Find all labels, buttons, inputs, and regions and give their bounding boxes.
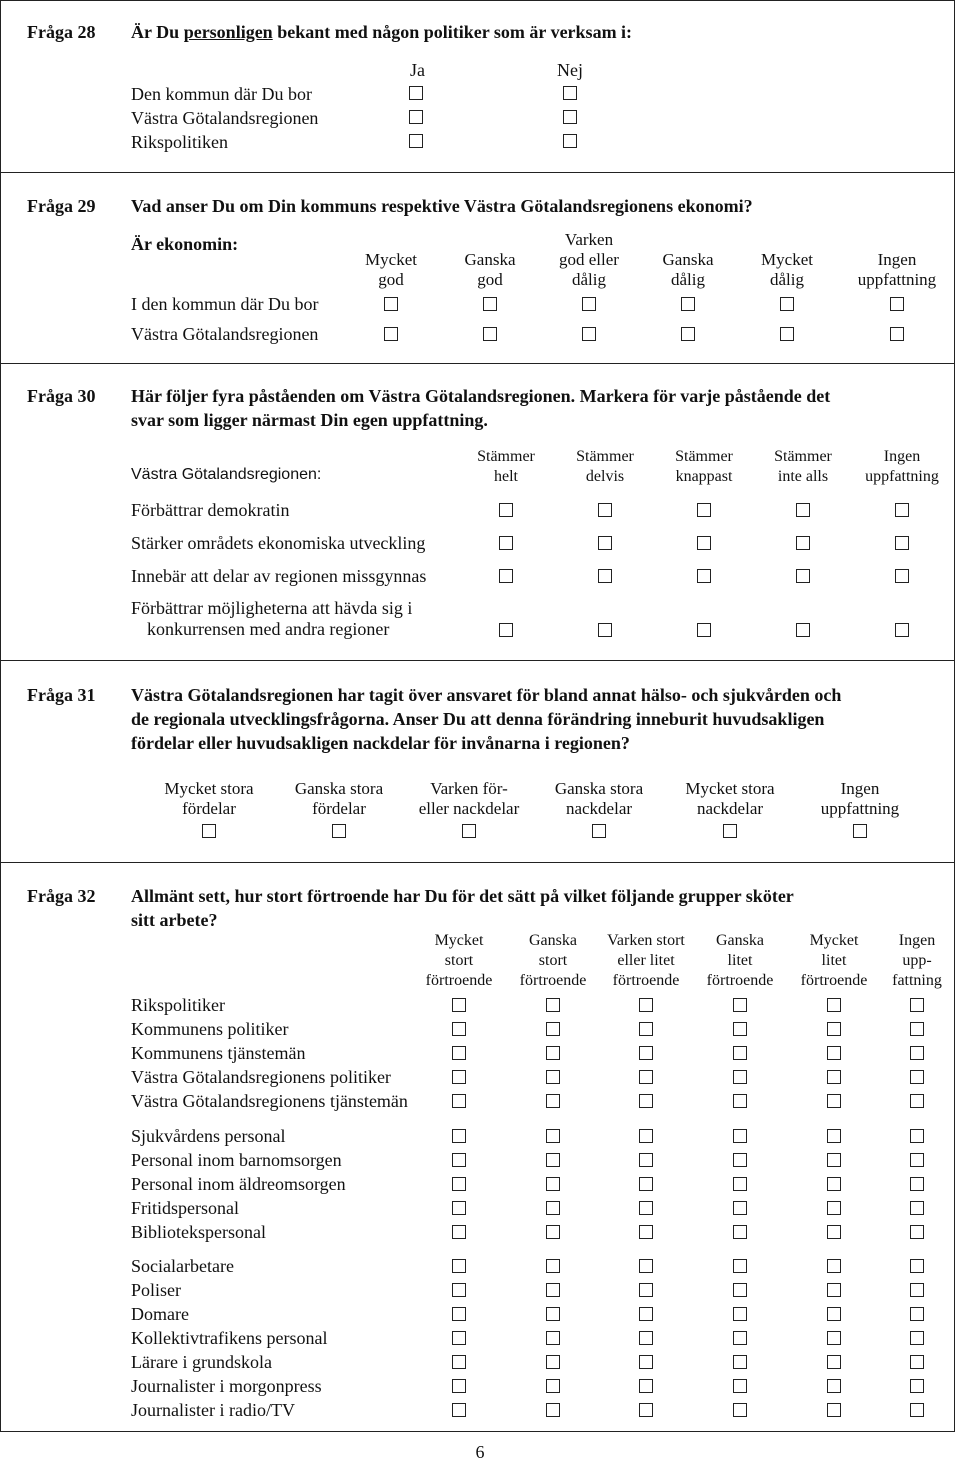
column-header-line: Stämmer bbox=[477, 448, 535, 465]
divider bbox=[0, 660, 955, 661]
question-text: sitt arbete? bbox=[131, 910, 218, 930]
answer-checkbox[interactable] bbox=[409, 86, 423, 100]
column-header bbox=[649, 447, 759, 487]
column-header-line: inte alls bbox=[777, 468, 829, 485]
answer-checkbox[interactable] bbox=[910, 1331, 924, 1345]
column-header-line: förtroende bbox=[800, 972, 868, 989]
column-header-line: Mycket bbox=[434, 932, 484, 949]
answer-checkbox[interactable] bbox=[639, 1403, 653, 1417]
column-header-line: Stämmer bbox=[675, 448, 733, 465]
column-header-line: litet bbox=[727, 952, 753, 969]
answer-checkbox[interactable] bbox=[890, 297, 904, 311]
question-number: Fråga 31 bbox=[27, 685, 96, 705]
answer-checkbox[interactable] bbox=[910, 1153, 924, 1167]
column-header-line: uppfattning bbox=[820, 799, 900, 818]
answer-checkbox[interactable] bbox=[733, 1022, 747, 1036]
column-header bbox=[269, 779, 409, 819]
column-header-line: uppfattning bbox=[857, 270, 937, 289]
answer-checkbox[interactable] bbox=[796, 623, 810, 637]
row-label: Socialarbetare bbox=[131, 1256, 234, 1276]
row-label: Den kommun där Du bor bbox=[131, 84, 312, 104]
answer-checkbox[interactable] bbox=[452, 998, 466, 1012]
answer-checkbox[interactable] bbox=[582, 297, 596, 311]
answer-checkbox[interactable] bbox=[827, 1201, 841, 1215]
answer-checkbox[interactable] bbox=[827, 1177, 841, 1191]
answer-checkbox[interactable] bbox=[733, 1259, 747, 1273]
column-header-line: delvis bbox=[585, 468, 625, 485]
answer-checkbox[interactable] bbox=[895, 536, 909, 550]
column-header bbox=[847, 447, 957, 487]
answer-checkbox[interactable] bbox=[546, 1379, 560, 1393]
column-header bbox=[336, 250, 446, 290]
answer-checkbox[interactable] bbox=[827, 1307, 841, 1321]
column-header-line: god bbox=[378, 270, 404, 289]
answer-checkbox[interactable] bbox=[796, 569, 810, 583]
answer-checkbox[interactable] bbox=[697, 503, 711, 517]
answer-checkbox[interactable] bbox=[546, 1225, 560, 1239]
column-header-line: uppfattning bbox=[865, 468, 939, 485]
answer-checkbox[interactable] bbox=[827, 1070, 841, 1084]
row-label: Västra Götalandsregionen bbox=[131, 324, 319, 344]
answer-checkbox[interactable] bbox=[895, 569, 909, 583]
answer-checkbox[interactable] bbox=[733, 1331, 747, 1345]
answer-checkbox[interactable] bbox=[853, 824, 867, 838]
answer-checkbox[interactable] bbox=[827, 1022, 841, 1036]
answer-checkbox[interactable] bbox=[895, 623, 909, 637]
column-header-line: Stämmer bbox=[774, 448, 832, 465]
column-header bbox=[550, 447, 660, 487]
row-label: Journalister i radio/TV bbox=[131, 1400, 295, 1420]
answer-checkbox[interactable] bbox=[452, 1070, 466, 1084]
answer-checkbox[interactable] bbox=[598, 623, 612, 637]
answer-checkbox[interactable] bbox=[639, 1379, 653, 1393]
answer-checkbox[interactable] bbox=[733, 1355, 747, 1369]
column-header-line: dålig bbox=[572, 270, 606, 289]
column-header-line: fördelar bbox=[182, 799, 236, 818]
answer-checkbox[interactable] bbox=[733, 1403, 747, 1417]
answer-checkbox[interactable] bbox=[546, 1259, 560, 1273]
answer-checkbox[interactable] bbox=[546, 998, 560, 1012]
answer-checkbox[interactable] bbox=[563, 86, 577, 100]
column-header bbox=[534, 230, 644, 290]
row-label: Stärker områdets ekonomiska utveckling bbox=[131, 533, 426, 553]
row-label: Personal inom äldreomsorgen bbox=[131, 1174, 346, 1194]
answer-checkbox[interactable] bbox=[202, 824, 216, 838]
answer-checkbox[interactable] bbox=[546, 1283, 560, 1297]
column-header bbox=[633, 250, 743, 290]
column-header-line: god bbox=[477, 270, 503, 289]
column-header bbox=[529, 779, 669, 819]
column-header-line: Ganska stora bbox=[294, 779, 384, 798]
column-header-line: knappast bbox=[675, 468, 733, 485]
answer-checkbox[interactable] bbox=[827, 1379, 841, 1393]
answer-checkbox[interactable] bbox=[697, 623, 711, 637]
answer-checkbox[interactable] bbox=[733, 1379, 747, 1393]
column-header-line: Ganska bbox=[529, 932, 577, 949]
answer-checkbox[interactable] bbox=[563, 134, 577, 148]
column-header bbox=[399, 779, 539, 819]
answer-checkbox[interactable] bbox=[639, 1307, 653, 1321]
answer-checkbox[interactable] bbox=[733, 998, 747, 1012]
answer-checkbox[interactable] bbox=[546, 1331, 560, 1345]
answer-checkbox[interactable] bbox=[910, 1307, 924, 1321]
column-header-line: fattning bbox=[892, 972, 942, 989]
answer-checkbox[interactable] bbox=[733, 1225, 747, 1239]
answer-checkbox[interactable] bbox=[890, 327, 904, 341]
answer-checkbox[interactable] bbox=[546, 1403, 560, 1417]
page-number: 6 bbox=[475, 1442, 485, 1462]
answer-checkbox[interactable] bbox=[733, 1129, 747, 1143]
answer-checkbox[interactable] bbox=[910, 1022, 924, 1036]
column-header bbox=[732, 250, 842, 290]
column-header bbox=[503, 931, 603, 991]
answer-checkbox[interactable] bbox=[827, 998, 841, 1012]
row-label: Sjukvårdens personal bbox=[131, 1126, 286, 1146]
row-label: Innebär att delar av regionen missgynnas bbox=[131, 566, 427, 586]
answer-checkbox[interactable] bbox=[452, 1307, 466, 1321]
column-header bbox=[842, 250, 952, 290]
row-label: Förbättrar möjligheterna att hävda sig i bbox=[131, 598, 413, 618]
answer-checkbox[interactable] bbox=[409, 110, 423, 124]
answer-checkbox[interactable] bbox=[332, 824, 346, 838]
answer-checkbox[interactable] bbox=[733, 1177, 747, 1191]
row-label: Poliser bbox=[131, 1280, 182, 1300]
answer-checkbox[interactable] bbox=[697, 569, 711, 583]
row-label: Personal inom barnomsorgen bbox=[131, 1150, 342, 1170]
row-label: Rikspolitiken bbox=[131, 132, 229, 152]
answer-checkbox[interactable] bbox=[796, 503, 810, 517]
column-header bbox=[409, 931, 509, 991]
answer-checkbox[interactable] bbox=[910, 1201, 924, 1215]
answer-checkbox[interactable] bbox=[546, 1046, 560, 1060]
answer-checkbox[interactable] bbox=[910, 1070, 924, 1084]
answer-checkbox[interactable] bbox=[827, 1259, 841, 1273]
answer-checkbox[interactable] bbox=[546, 1307, 560, 1321]
answer-checkbox[interactable] bbox=[592, 824, 606, 838]
column-header bbox=[748, 447, 858, 487]
answer-checkbox[interactable] bbox=[639, 1153, 653, 1167]
answer-checkbox[interactable] bbox=[582, 327, 596, 341]
answer-checkbox[interactable] bbox=[452, 1379, 466, 1393]
answer-checkbox[interactable] bbox=[452, 1153, 466, 1167]
answer-checkbox[interactable] bbox=[546, 1177, 560, 1191]
column-header bbox=[790, 779, 930, 819]
answer-checkbox[interactable] bbox=[910, 998, 924, 1012]
answer-checkbox[interactable] bbox=[384, 297, 398, 311]
answer-checkbox[interactable] bbox=[546, 1355, 560, 1369]
question-number: Fråga 28 bbox=[27, 22, 96, 42]
column-header-line: Varken bbox=[564, 230, 614, 249]
answer-checkbox[interactable] bbox=[910, 1283, 924, 1297]
column-header bbox=[690, 931, 790, 991]
column-header bbox=[596, 931, 696, 991]
column-header: Ja bbox=[410, 60, 425, 80]
question-number: Fråga 32 bbox=[27, 886, 96, 906]
column-header-line: Mycket stora bbox=[164, 779, 254, 798]
column-header-line: nackdelar bbox=[696, 799, 764, 818]
answer-checkbox[interactable] bbox=[384, 327, 398, 341]
answer-checkbox[interactable] bbox=[910, 1129, 924, 1143]
answer-checkbox[interactable] bbox=[639, 1022, 653, 1036]
answer-checkbox[interactable] bbox=[733, 1283, 747, 1297]
answer-checkbox[interactable] bbox=[452, 1283, 466, 1297]
answer-checkbox[interactable] bbox=[452, 1225, 466, 1239]
divider bbox=[0, 862, 955, 863]
answer-checkbox[interactable] bbox=[483, 327, 497, 341]
column-header-line: Stämmer bbox=[576, 448, 634, 465]
answer-checkbox[interactable] bbox=[723, 824, 737, 838]
answer-checkbox[interactable] bbox=[452, 1129, 466, 1143]
row-label: Förbättrar demokratin bbox=[131, 500, 290, 520]
answer-checkbox[interactable] bbox=[639, 1046, 653, 1060]
question-text: Här följer fyra påståenden om Västra Götalandsregionen. Markera för varje påstående det bbox=[131, 386, 831, 406]
column-header bbox=[660, 779, 800, 819]
answer-checkbox[interactable] bbox=[639, 1225, 653, 1239]
row-label: konkurrensen med andra regioner bbox=[147, 619, 390, 639]
row-label: Kollektivtrafikens personal bbox=[131, 1328, 328, 1348]
column-header bbox=[139, 779, 279, 819]
answer-checkbox[interactable] bbox=[910, 1379, 924, 1393]
question-text: svar som ligger närmast Din egen uppfattning. bbox=[131, 410, 488, 430]
column-header-line: upp- bbox=[902, 952, 932, 969]
answer-checkbox[interactable] bbox=[598, 569, 612, 583]
answer-checkbox[interactable] bbox=[452, 1094, 466, 1108]
answer-checkbox[interactable] bbox=[827, 1094, 841, 1108]
column-header-line: Mycket bbox=[365, 250, 417, 269]
answer-checkbox[interactable] bbox=[910, 1403, 924, 1417]
answer-checkbox[interactable] bbox=[546, 1070, 560, 1084]
answer-checkbox[interactable] bbox=[499, 536, 513, 550]
answer-checkbox[interactable] bbox=[910, 1225, 924, 1239]
answer-checkbox[interactable] bbox=[827, 1331, 841, 1345]
answer-checkbox[interactable] bbox=[733, 1094, 747, 1108]
column-header bbox=[435, 250, 545, 290]
answer-checkbox[interactable] bbox=[780, 327, 794, 341]
answer-checkbox[interactable] bbox=[483, 297, 497, 311]
answer-checkbox[interactable] bbox=[827, 1153, 841, 1167]
answer-checkbox[interactable] bbox=[546, 1129, 560, 1143]
subheading: Är ekonomin: bbox=[131, 234, 239, 254]
answer-checkbox[interactable] bbox=[733, 1307, 747, 1321]
column-header bbox=[867, 931, 960, 991]
column-header-line: förtroende bbox=[425, 972, 493, 989]
column-header-line: Ingen bbox=[877, 250, 917, 269]
row-label: I den kommun där Du bor bbox=[131, 294, 319, 314]
column-header-line: stort bbox=[538, 952, 568, 969]
column-header-line: Varken för- bbox=[430, 779, 508, 798]
answer-checkbox[interactable] bbox=[546, 1153, 560, 1167]
answer-checkbox[interactable] bbox=[452, 1403, 466, 1417]
answer-checkbox[interactable] bbox=[910, 1094, 924, 1108]
column-header-line: eller nackdelar bbox=[418, 799, 520, 818]
answer-checkbox[interactable] bbox=[639, 1201, 653, 1215]
answer-checkbox[interactable] bbox=[462, 824, 476, 838]
answer-checkbox[interactable] bbox=[452, 1355, 466, 1369]
column-header-line: Mycket stora bbox=[685, 779, 775, 798]
answer-checkbox[interactable] bbox=[639, 1283, 653, 1297]
column-header-line: litet bbox=[821, 952, 847, 969]
answer-checkbox[interactable] bbox=[895, 503, 909, 517]
answer-checkbox[interactable] bbox=[639, 1094, 653, 1108]
row-label: Bibliotekspersonal bbox=[131, 1222, 266, 1242]
column-header-line: fördelar bbox=[312, 799, 366, 818]
column-header-line: Ingen bbox=[898, 932, 936, 949]
divider bbox=[0, 363, 955, 364]
column-header-line: Ganska stora bbox=[554, 779, 644, 798]
column-header-line: förtroende bbox=[612, 972, 680, 989]
answer-checkbox[interactable] bbox=[733, 1046, 747, 1060]
column-header-line: Ingen bbox=[840, 779, 880, 798]
answer-checkbox[interactable] bbox=[780, 297, 794, 311]
column-header bbox=[451, 447, 561, 487]
column-header-line: Varken stort bbox=[607, 932, 685, 949]
answer-checkbox[interactable] bbox=[452, 1331, 466, 1345]
column-header-line: god eller bbox=[559, 250, 619, 269]
answer-checkbox[interactable] bbox=[452, 1046, 466, 1060]
answer-checkbox[interactable] bbox=[639, 1070, 653, 1084]
answer-checkbox[interactable] bbox=[733, 1201, 747, 1215]
answer-checkbox[interactable] bbox=[499, 623, 513, 637]
row-label: Västra Götalandsregionen bbox=[131, 108, 319, 128]
row-label: Lärare i grundskola bbox=[131, 1352, 272, 1372]
answer-checkbox[interactable] bbox=[409, 134, 423, 148]
column-header-line: Mycket bbox=[809, 932, 859, 949]
row-label: Rikspolitiker bbox=[131, 995, 225, 1015]
answer-checkbox[interactable] bbox=[827, 1355, 841, 1369]
answer-checkbox[interactable] bbox=[639, 1331, 653, 1345]
answer-checkbox[interactable] bbox=[598, 503, 612, 517]
answer-checkbox[interactable] bbox=[827, 1129, 841, 1143]
row-label: Kommunens tjänstemän bbox=[131, 1043, 306, 1063]
row-label: Västra Götalandsregionens tjänstemän bbox=[131, 1091, 408, 1111]
answer-checkbox[interactable] bbox=[733, 1070, 747, 1084]
question-number: Fråga 29 bbox=[27, 196, 96, 216]
answer-checkbox[interactable] bbox=[733, 1153, 747, 1167]
divider bbox=[0, 172, 955, 173]
answer-checkbox[interactable] bbox=[499, 569, 513, 583]
answer-checkbox[interactable] bbox=[910, 1259, 924, 1273]
row-label: Västra Götalandsregionens politiker bbox=[131, 1067, 391, 1087]
answer-checkbox[interactable] bbox=[910, 1355, 924, 1369]
question-text: Allmänt sett, hur stort förtroende har Du för det sätt på vilket följande grupper sköter bbox=[131, 886, 794, 906]
answer-checkbox[interactable] bbox=[546, 1022, 560, 1036]
answer-checkbox[interactable] bbox=[452, 1022, 466, 1036]
answer-checkbox[interactable] bbox=[452, 1259, 466, 1273]
answer-checkbox[interactable] bbox=[546, 1201, 560, 1215]
column-header: Nej bbox=[557, 60, 583, 80]
column-header-line: dålig bbox=[671, 270, 705, 289]
row-label: Journalister i morgonpress bbox=[131, 1376, 322, 1396]
column-header-line: Ganska bbox=[662, 250, 714, 269]
question-text: Är Du personligen bekant med någon politiker som är verksam i: bbox=[131, 22, 633, 42]
column-header-line: eller litet bbox=[617, 952, 675, 969]
answer-checkbox[interactable] bbox=[681, 297, 695, 311]
column-header-line: nackdelar bbox=[565, 799, 633, 818]
column-header-line: helt bbox=[494, 468, 518, 485]
question-text: Vad anser Du om Din kommuns respektive Västra Götalandsregionens ekonomi? bbox=[131, 196, 753, 216]
answer-checkbox[interactable] bbox=[827, 1403, 841, 1417]
question-text: fördelar eller huvudsakligen nackdelar för invånarna i regionen? bbox=[131, 733, 630, 753]
answer-checkbox[interactable] bbox=[639, 1259, 653, 1273]
column-header-line: förtroende bbox=[519, 972, 587, 989]
answer-checkbox[interactable] bbox=[796, 536, 810, 550]
answer-checkbox[interactable] bbox=[639, 1177, 653, 1191]
column-header-line: Mycket bbox=[761, 250, 813, 269]
answer-checkbox[interactable] bbox=[598, 536, 612, 550]
answer-checkbox[interactable] bbox=[910, 1177, 924, 1191]
answer-checkbox[interactable] bbox=[563, 110, 577, 124]
question-text: Västra Götalandsregionen har tagit över ansvaret för bland annat hälso- och sjukvården och bbox=[131, 685, 842, 705]
column-header-line: Ganska bbox=[716, 932, 764, 949]
column-header-line: stort bbox=[444, 952, 474, 969]
answer-checkbox[interactable] bbox=[639, 1129, 653, 1143]
answer-checkbox[interactable] bbox=[681, 327, 695, 341]
answer-checkbox[interactable] bbox=[827, 1283, 841, 1297]
answer-checkbox[interactable] bbox=[697, 536, 711, 550]
column-header-line: förtroende bbox=[706, 972, 774, 989]
question-number: Fråga 30 bbox=[27, 386, 96, 406]
subheading: Västra Götalandsregionen: bbox=[131, 466, 322, 483]
answer-checkbox[interactable] bbox=[452, 1201, 466, 1215]
question-text: de regionala utvecklingsfrågorna. Anser Du att denna förändring inneburit huvudsakligen bbox=[131, 709, 825, 729]
answer-checkbox[interactable] bbox=[546, 1094, 560, 1108]
row-label: Kommunens politiker bbox=[131, 1019, 289, 1039]
row-label: Fritidspersonal bbox=[131, 1198, 239, 1218]
answer-checkbox[interactable] bbox=[452, 1177, 466, 1191]
answer-checkbox[interactable] bbox=[827, 1046, 841, 1060]
answer-checkbox[interactable] bbox=[827, 1225, 841, 1239]
answer-checkbox[interactable] bbox=[639, 1355, 653, 1369]
row-label: Domare bbox=[131, 1304, 189, 1324]
answer-checkbox[interactable] bbox=[499, 503, 513, 517]
answer-checkbox[interactable] bbox=[910, 1046, 924, 1060]
column-header-line: Ganska bbox=[464, 250, 516, 269]
column-header-line: dålig bbox=[770, 270, 804, 289]
answer-checkbox[interactable] bbox=[639, 998, 653, 1012]
column-header-line: Ingen bbox=[883, 448, 921, 465]
